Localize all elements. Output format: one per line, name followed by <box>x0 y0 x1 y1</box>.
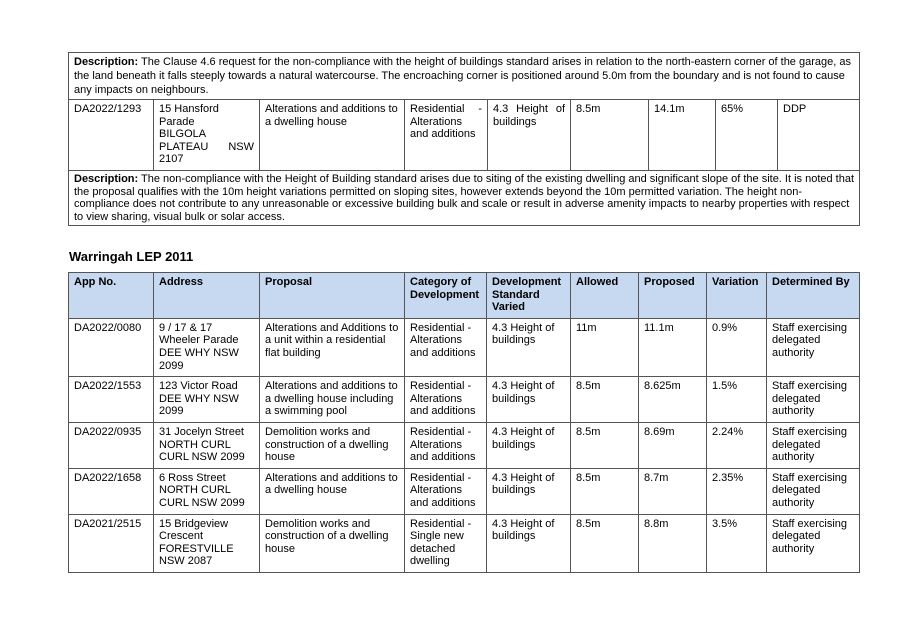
standard-cell: 4.3 Height of buildings <box>487 468 571 514</box>
app-no-cell: DA2022/1658 <box>69 468 154 514</box>
table-row <box>69 468 860 514</box>
app-no-cell: DA2022/0935 <box>69 422 154 468</box>
allowed-cell: 8.5m <box>571 422 639 468</box>
category-word: Residential <box>410 103 465 115</box>
category-cell: Residential - Alterations and additions <box>405 377 487 423</box>
address-cell: 15 Bridgeview Crescent FORESTVILLE NSW 2087 <box>154 514 260 572</box>
standard-cell: 4.3 Height of buildings <box>487 318 571 376</box>
standard-cell: 4.3 Height of buildings <box>487 514 571 572</box>
app-no-cell: DA2022/0080 <box>69 318 154 376</box>
determined-by-cell: DDP <box>778 100 860 171</box>
header-proposed: Proposed <box>639 273 707 319</box>
description-row <box>69 53 860 100</box>
variation-cell: 3.5% <box>707 514 767 572</box>
warringah-lep-table <box>68 272 860 573</box>
category-dash: - <box>478 103 482 115</box>
allowed-cell: 8.5m <box>571 100 649 171</box>
app-no-cell: DA2022/1553 <box>69 377 154 423</box>
header-standard: Development Standard Varied <box>487 273 571 319</box>
proposed-cell: 11.1m <box>639 318 707 376</box>
proposed-cell: 14.1m <box>649 100 716 171</box>
address-line: 2107 <box>159 153 184 166</box>
description-label: Description: <box>74 56 139 68</box>
proposed-cell: 8.69m <box>639 422 707 468</box>
app-no-cell: DA2022/1293 <box>69 100 154 171</box>
table-row <box>69 100 860 171</box>
variation-cell: 0.9% <box>707 318 767 376</box>
category-line <box>410 103 482 116</box>
address-line <box>159 141 254 154</box>
standard-cell: 4.3 Height of buildings <box>487 377 571 423</box>
allowed-cell: 8.5m <box>571 377 639 423</box>
address-cell: 123 Victor Road DEE WHY NSW 2099 <box>154 377 260 423</box>
table-row <box>69 318 860 376</box>
category-cell: Residential - Alterations and additions <box>405 318 487 376</box>
table-row <box>69 422 860 468</box>
address-line: 15 Hansford Parade <box>159 103 219 128</box>
proposed-cell: 8.7m <box>639 468 707 514</box>
description-text: The Clause 4.6 request for the non-compliance with the height of buildings standard arises in relation to the north-eastern corner of the garage, as the land beneath it falls steeply towards a natural watercourse. The encroaching corner is positioned around 5.0m from the boundary and is not found to cause any impacts on neighbours. <box>74 56 851 96</box>
determined-by-cell: Staff exercising delegated authority <box>767 468 860 514</box>
header-proposal: Proposal <box>260 273 405 319</box>
description-label: Description: <box>74 172 139 185</box>
variation-cell: 2.35% <box>707 468 767 514</box>
address-cell: 31 Jocelyn Street NORTH CURL CURL NSW 2099 <box>154 422 260 468</box>
determined-by-cell: Staff exercising delegated authority <box>767 377 860 423</box>
app-no-cell: DA2021/2515 <box>69 514 154 572</box>
address-cell: 9 / 17 & 17 Wheeler Parade DEE WHY NSW 2099 <box>154 318 260 376</box>
proposal-cell: Demolition works and construction of a dwelling house <box>260 422 405 468</box>
determined-by-cell: Staff exercising delegated authority <box>767 318 860 376</box>
description-text: The non-compliance with the Height of Building standard arises due to siting of the existing dwelling and significant slope of the site. It is noted that the proposal qualifies with the 10m height variations permitted on sloping sites, however extends beyond the 10m permitted variation. The height non-compliance does not contribute to any unreasonable or excessive building bulk and scale or result in adverse amenity impacts to nearby properties with respect to view sharing, visual bulk or solar access. <box>74 172 855 223</box>
proposal-cell: Alterations and additions to a dwelling house <box>260 100 405 171</box>
allowed-cell: 8.5m <box>571 514 639 572</box>
category-rest: Alterations and additions <box>410 115 476 141</box>
address-cell <box>154 100 260 171</box>
variation-cell: 2.24% <box>707 422 767 468</box>
proposal-cell: Alterations and Additions to a unit within a residential flat building <box>260 318 405 376</box>
header-allowed: Allowed <box>571 273 639 319</box>
description-cell <box>69 170 860 225</box>
standard-cell: 4.3 Height of buildings <box>487 422 571 468</box>
address-state: NSW <box>228 140 254 153</box>
address-cell: 6 Ross Street NORTH CURL CURL NSW 2099 <box>154 468 260 514</box>
table-header-row <box>69 273 860 319</box>
category-cell: Residential - Alterations and additions <box>405 468 487 514</box>
pittwater-table-continuation <box>68 52 860 226</box>
header-determined-by: Determined By <box>767 273 860 319</box>
allowed-cell: 8.5m <box>571 468 639 514</box>
proposed-cell: 8.8m <box>639 514 707 572</box>
address-suburb: PLATEAU <box>159 140 209 153</box>
description-row <box>69 170 860 225</box>
proposed-cell: 8.625m <box>639 377 707 423</box>
address-line: BILGOLA <box>159 128 207 141</box>
determined-by-cell: Staff exercising delegated authority <box>767 514 860 572</box>
header-category: Category of Development <box>405 273 487 319</box>
proposal-cell: Alterations and additions to a dwelling house <box>260 468 405 514</box>
standard-text: 4.3 Height of buildings <box>493 103 565 128</box>
header-address: Address <box>154 273 260 319</box>
description-cell <box>69 53 860 100</box>
header-app-no: App No. <box>69 273 154 319</box>
category-cell: Residential - Single new detached dwelling <box>405 514 487 572</box>
proposal-cell: Demolition works and construction of a dwelling house <box>260 514 405 572</box>
header-variation: Variation <box>707 273 767 319</box>
category-cell <box>405 100 488 171</box>
allowed-cell: 11m <box>571 318 639 376</box>
standard-cell <box>488 100 571 171</box>
category-cell: Residential - Alterations and additions <box>405 422 487 468</box>
table-row <box>69 514 860 572</box>
table-row <box>69 377 860 423</box>
section-heading: Warringah LEP 2011 <box>69 249 194 264</box>
variation-cell: 1.5% <box>707 377 767 423</box>
variation-cell: 65% <box>716 100 778 171</box>
determined-by-cell: Staff exercising delegated authority <box>767 422 860 468</box>
proposal-cell: Alterations and additions to a dwelling house including a swimming pool <box>260 377 405 423</box>
